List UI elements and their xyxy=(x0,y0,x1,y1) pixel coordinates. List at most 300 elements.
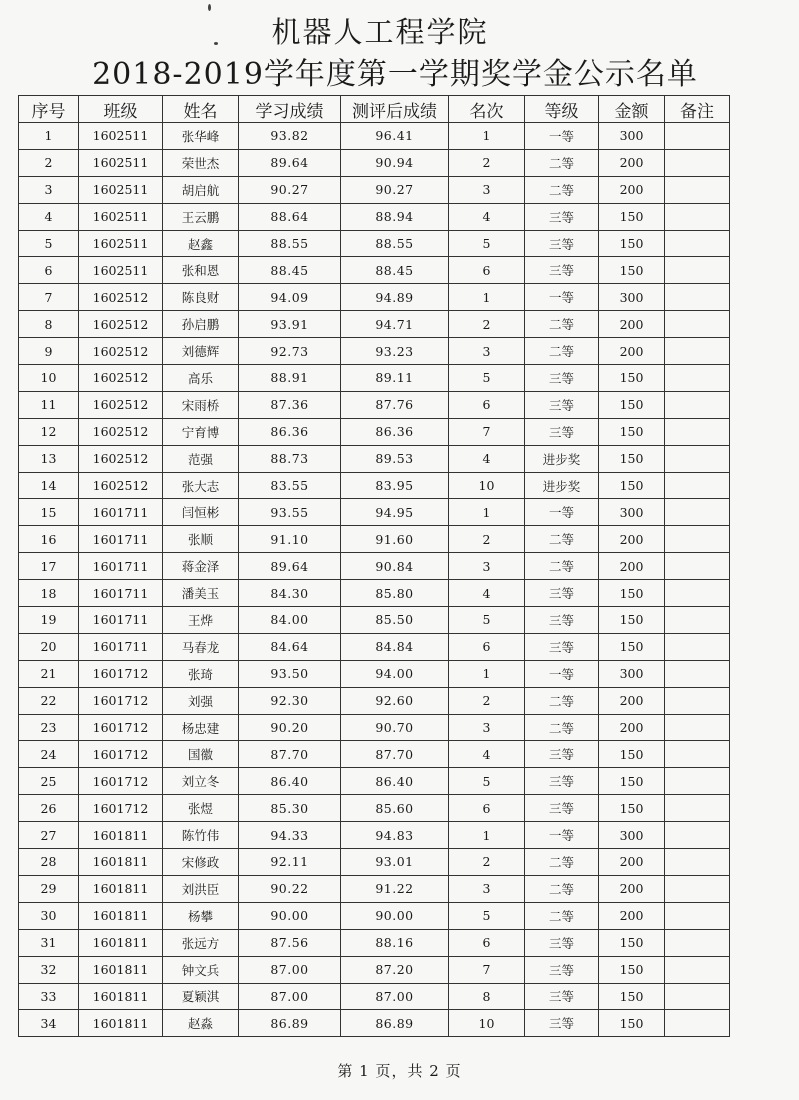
row-name: 宁育博 xyxy=(163,418,239,445)
row-amount: 200 xyxy=(599,311,665,338)
row-amount: 200 xyxy=(599,176,665,203)
row-level: 三等 xyxy=(525,1010,599,1037)
row-rank: 6 xyxy=(449,257,525,284)
table-row xyxy=(19,391,730,418)
row-amount: 150 xyxy=(599,391,665,418)
header-eval-score: 测评后成绩 xyxy=(341,96,449,123)
row-no: 19 xyxy=(19,607,79,634)
table-row xyxy=(19,338,730,365)
row-name: 杨攀 xyxy=(163,902,239,929)
row-name: 马春龙 xyxy=(163,633,239,660)
row-name: 宋修政 xyxy=(163,849,239,876)
row-amount: 200 xyxy=(599,902,665,929)
row-note xyxy=(665,203,730,230)
row-no: 13 xyxy=(19,445,79,472)
row-level: 进步奖 xyxy=(525,472,599,499)
row-score: 90.20 xyxy=(239,714,341,741)
row-eval-score: 93.23 xyxy=(341,338,449,365)
row-class: 1601811 xyxy=(79,1010,163,1037)
row-level: 三等 xyxy=(525,230,599,257)
row-score: 89.64 xyxy=(239,553,341,580)
row-rank: 5 xyxy=(449,607,525,634)
row-amount: 150 xyxy=(599,445,665,472)
row-no: 26 xyxy=(19,795,79,822)
row-amount: 150 xyxy=(599,365,665,392)
row-eval-score: 94.71 xyxy=(341,311,449,338)
row-amount: 150 xyxy=(599,633,665,660)
row-note xyxy=(665,284,730,311)
row-eval-score: 85.60 xyxy=(341,795,449,822)
row-eval-score: 96.41 xyxy=(341,123,449,150)
row-level: 一等 xyxy=(525,499,599,526)
table-row xyxy=(19,230,730,257)
row-level: 三等 xyxy=(525,203,599,230)
row-no: 17 xyxy=(19,553,79,580)
row-amount: 150 xyxy=(599,472,665,499)
row-score: 92.11 xyxy=(239,849,341,876)
row-score: 86.36 xyxy=(239,418,341,445)
row-rank: 1 xyxy=(449,123,525,150)
row-rank: 1 xyxy=(449,660,525,687)
row-class: 1602511 xyxy=(79,123,163,150)
row-no: 14 xyxy=(19,472,79,499)
row-rank: 2 xyxy=(449,687,525,714)
row-amount: 300 xyxy=(599,660,665,687)
table-row xyxy=(19,929,730,956)
row-note xyxy=(665,687,730,714)
row-note xyxy=(665,499,730,526)
row-class: 1602512 xyxy=(79,365,163,392)
row-score: 86.40 xyxy=(239,768,341,795)
row-amount: 200 xyxy=(599,875,665,902)
row-eval-score: 90.84 xyxy=(341,553,449,580)
row-level: 二等 xyxy=(525,338,599,365)
row-name: 赵鑫 xyxy=(163,230,239,257)
row-eval-score: 91.60 xyxy=(341,526,449,553)
row-score: 93.91 xyxy=(239,311,341,338)
header-row xyxy=(19,96,730,123)
row-note xyxy=(665,257,730,284)
table-row xyxy=(19,687,730,714)
row-name: 夏颖淇 xyxy=(163,983,239,1010)
row-score: 91.10 xyxy=(239,526,341,553)
row-class: 1602512 xyxy=(79,472,163,499)
row-score: 94.33 xyxy=(239,822,341,849)
row-level: 三等 xyxy=(525,391,599,418)
row-note xyxy=(665,902,730,929)
table-row xyxy=(19,580,730,607)
row-name: 孙启鹏 xyxy=(163,311,239,338)
row-eval-score: 88.94 xyxy=(341,203,449,230)
row-score: 88.91 xyxy=(239,365,341,392)
row-amount: 200 xyxy=(599,149,665,176)
row-rank: 4 xyxy=(449,203,525,230)
row-note xyxy=(665,526,730,553)
table-row xyxy=(19,257,730,284)
table-row xyxy=(19,149,730,176)
row-score: 93.82 xyxy=(239,123,341,150)
row-level: 三等 xyxy=(525,795,599,822)
row-eval-score: 88.55 xyxy=(341,230,449,257)
row-amount: 200 xyxy=(599,849,665,876)
row-note xyxy=(665,956,730,983)
table-row xyxy=(19,956,730,983)
row-score: 92.30 xyxy=(239,687,341,714)
row-rank: 2 xyxy=(449,849,525,876)
row-eval-score: 93.01 xyxy=(341,849,449,876)
row-score: 87.56 xyxy=(239,929,341,956)
row-name: 杨忠建 xyxy=(163,714,239,741)
row-level: 一等 xyxy=(525,123,599,150)
row-note xyxy=(665,553,730,580)
row-class: 1602511 xyxy=(79,149,163,176)
row-name: 张远方 xyxy=(163,929,239,956)
row-score: 88.73 xyxy=(239,445,341,472)
row-rank: 1 xyxy=(449,284,525,311)
scholarship-table xyxy=(18,95,730,1037)
scan-speck xyxy=(208,4,211,11)
row-level: 二等 xyxy=(525,553,599,580)
row-score: 88.55 xyxy=(239,230,341,257)
row-level: 三等 xyxy=(525,633,599,660)
row-score: 93.55 xyxy=(239,499,341,526)
table-row xyxy=(19,768,730,795)
header-rank: 名次 xyxy=(449,96,525,123)
row-eval-score: 87.76 xyxy=(341,391,449,418)
row-rank: 6 xyxy=(449,633,525,660)
row-level: 三等 xyxy=(525,768,599,795)
table-row xyxy=(19,176,730,203)
row-eval-score: 85.80 xyxy=(341,580,449,607)
table-row xyxy=(19,365,730,392)
row-name: 陈竹伟 xyxy=(163,822,239,849)
row-no: 16 xyxy=(19,526,79,553)
row-name: 蒋金泽 xyxy=(163,553,239,580)
row-class: 1602512 xyxy=(79,338,163,365)
row-level: 进步奖 xyxy=(525,445,599,472)
row-amount: 150 xyxy=(599,257,665,284)
row-score: 90.22 xyxy=(239,875,341,902)
row-name: 刘立冬 xyxy=(163,768,239,795)
row-class: 1602512 xyxy=(79,391,163,418)
row-class: 1601711 xyxy=(79,580,163,607)
row-rank: 3 xyxy=(449,714,525,741)
table-row xyxy=(19,633,730,660)
row-name: 张煜 xyxy=(163,795,239,822)
row-rank: 2 xyxy=(449,311,525,338)
row-note xyxy=(665,768,730,795)
row-no: 32 xyxy=(19,956,79,983)
page-footer: 第 1 页，共 2 页 xyxy=(337,1062,462,1080)
table-row xyxy=(19,902,730,929)
row-amount: 150 xyxy=(599,580,665,607)
row-level: 一等 xyxy=(525,822,599,849)
row-score: 88.45 xyxy=(239,257,341,284)
table-row xyxy=(19,553,730,580)
row-class: 1601811 xyxy=(79,875,163,902)
row-no: 31 xyxy=(19,929,79,956)
row-no: 11 xyxy=(19,391,79,418)
row-score: 86.89 xyxy=(239,1010,341,1037)
row-name: 张顺 xyxy=(163,526,239,553)
row-rank: 5 xyxy=(449,768,525,795)
row-note xyxy=(665,607,730,634)
row-note xyxy=(665,123,730,150)
row-score: 87.00 xyxy=(239,956,341,983)
header-note: 备注 xyxy=(665,96,730,123)
row-amount: 150 xyxy=(599,795,665,822)
row-no: 20 xyxy=(19,633,79,660)
row-rank: 8 xyxy=(449,983,525,1010)
row-class: 1601712 xyxy=(79,741,163,768)
row-name: 刘德辉 xyxy=(163,338,239,365)
row-no: 21 xyxy=(19,660,79,687)
row-eval-score: 87.00 xyxy=(341,983,449,1010)
row-eval-score: 88.45 xyxy=(341,257,449,284)
row-amount: 150 xyxy=(599,418,665,445)
row-rank: 3 xyxy=(449,875,525,902)
row-no: 10 xyxy=(19,365,79,392)
row-note xyxy=(665,580,730,607)
row-no: 15 xyxy=(19,499,79,526)
college-title: 机器人工程学院 xyxy=(271,15,489,49)
table-row xyxy=(19,741,730,768)
row-no: 9 xyxy=(19,338,79,365)
table-row xyxy=(19,714,730,741)
header-name: 姓名 xyxy=(163,96,239,123)
table-row xyxy=(19,660,730,687)
row-score: 92.73 xyxy=(239,338,341,365)
table-row xyxy=(19,203,730,230)
row-amount: 150 xyxy=(599,956,665,983)
row-score: 89.64 xyxy=(239,149,341,176)
row-amount: 300 xyxy=(599,284,665,311)
row-name: 宋雨桥 xyxy=(163,391,239,418)
table-row xyxy=(19,418,730,445)
row-class: 1601811 xyxy=(79,822,163,849)
row-amount: 300 xyxy=(599,123,665,150)
row-score: 93.50 xyxy=(239,660,341,687)
row-note xyxy=(665,230,730,257)
row-name: 陈良财 xyxy=(163,284,239,311)
row-name: 王烨 xyxy=(163,607,239,634)
row-level: 三等 xyxy=(525,956,599,983)
row-level: 二等 xyxy=(525,176,599,203)
row-name: 钟文兵 xyxy=(163,956,239,983)
row-eval-score: 90.94 xyxy=(341,149,449,176)
row-no: 23 xyxy=(19,714,79,741)
row-note xyxy=(665,311,730,338)
row-name: 张华峰 xyxy=(163,123,239,150)
row-amount: 150 xyxy=(599,1010,665,1037)
row-eval-score: 94.00 xyxy=(341,660,449,687)
row-note xyxy=(665,338,730,365)
row-amount: 200 xyxy=(599,687,665,714)
row-rank: 4 xyxy=(449,445,525,472)
row-amount: 150 xyxy=(599,741,665,768)
row-name: 国徽 xyxy=(163,741,239,768)
row-note xyxy=(665,149,730,176)
row-score: 85.30 xyxy=(239,795,341,822)
row-class: 1602511 xyxy=(79,176,163,203)
row-level: 二等 xyxy=(525,149,599,176)
row-note xyxy=(665,445,730,472)
row-no: 25 xyxy=(19,768,79,795)
row-class: 1602511 xyxy=(79,257,163,284)
row-name: 张琦 xyxy=(163,660,239,687)
row-amount: 150 xyxy=(599,203,665,230)
row-class: 1601712 xyxy=(79,795,163,822)
row-no: 28 xyxy=(19,849,79,876)
row-score: 90.00 xyxy=(239,902,341,929)
row-class: 1601712 xyxy=(79,687,163,714)
row-rank: 1 xyxy=(449,499,525,526)
row-level: 一等 xyxy=(525,284,599,311)
row-rank: 10 xyxy=(449,1010,525,1037)
row-amount: 150 xyxy=(599,929,665,956)
row-no: 4 xyxy=(19,203,79,230)
row-note xyxy=(665,418,730,445)
row-level: 三等 xyxy=(525,607,599,634)
row-eval-score: 84.84 xyxy=(341,633,449,660)
row-eval-score: 85.50 xyxy=(341,607,449,634)
row-name: 刘洪臣 xyxy=(163,875,239,902)
row-level: 三等 xyxy=(525,580,599,607)
row-no: 5 xyxy=(19,230,79,257)
row-class: 1601811 xyxy=(79,983,163,1010)
row-class: 1602511 xyxy=(79,203,163,230)
row-rank: 3 xyxy=(449,553,525,580)
row-class: 1601811 xyxy=(79,956,163,983)
table-row xyxy=(19,983,730,1010)
row-eval-score: 89.53 xyxy=(341,445,449,472)
table-row xyxy=(19,822,730,849)
row-amount: 150 xyxy=(599,230,665,257)
row-eval-score: 90.00 xyxy=(341,902,449,929)
row-note xyxy=(665,875,730,902)
list-title: 2018-2019学年度第一学期奖学金公示名单 xyxy=(92,57,698,92)
row-score: 88.64 xyxy=(239,203,341,230)
row-level: 二等 xyxy=(525,714,599,741)
row-rank: 4 xyxy=(449,580,525,607)
table-row xyxy=(19,311,730,338)
row-score: 84.30 xyxy=(239,580,341,607)
row-amount: 300 xyxy=(599,822,665,849)
row-level: 二等 xyxy=(525,902,599,929)
row-class: 1601711 xyxy=(79,633,163,660)
row-name: 张大志 xyxy=(163,472,239,499)
row-rank: 1 xyxy=(449,822,525,849)
row-note xyxy=(665,822,730,849)
row-note xyxy=(665,633,730,660)
row-class: 1602512 xyxy=(79,284,163,311)
row-class: 1601712 xyxy=(79,714,163,741)
table-row xyxy=(19,1010,730,1037)
row-no: 29 xyxy=(19,875,79,902)
row-level: 三等 xyxy=(525,983,599,1010)
table-row xyxy=(19,875,730,902)
row-name: 张和恩 xyxy=(163,257,239,284)
row-rank: 5 xyxy=(449,902,525,929)
row-name: 刘强 xyxy=(163,687,239,714)
table-row xyxy=(19,445,730,472)
row-rank: 6 xyxy=(449,391,525,418)
row-name: 闫恒彬 xyxy=(163,499,239,526)
row-name: 王云鹏 xyxy=(163,203,239,230)
row-note xyxy=(665,983,730,1010)
row-name: 范强 xyxy=(163,445,239,472)
header-class: 班级 xyxy=(79,96,163,123)
row-class: 1601712 xyxy=(79,660,163,687)
row-class: 1602512 xyxy=(79,311,163,338)
row-no: 24 xyxy=(19,741,79,768)
row-rank: 5 xyxy=(449,365,525,392)
row-amount: 300 xyxy=(599,499,665,526)
row-level: 三等 xyxy=(525,418,599,445)
row-note xyxy=(665,1010,730,1037)
table-row xyxy=(19,123,730,150)
row-no: 33 xyxy=(19,983,79,1010)
table-row xyxy=(19,607,730,634)
row-class: 1601711 xyxy=(79,553,163,580)
row-amount: 200 xyxy=(599,338,665,365)
header-no: 序号 xyxy=(19,96,79,123)
table-body xyxy=(19,123,730,1037)
row-rank: 6 xyxy=(449,929,525,956)
row-eval-score: 86.36 xyxy=(341,418,449,445)
row-name: 胡启航 xyxy=(163,176,239,203)
row-score: 90.27 xyxy=(239,176,341,203)
row-rank: 10 xyxy=(449,472,525,499)
row-eval-score: 91.22 xyxy=(341,875,449,902)
row-note xyxy=(665,929,730,956)
row-class: 1602511 xyxy=(79,230,163,257)
row-amount: 200 xyxy=(599,553,665,580)
row-rank: 2 xyxy=(449,149,525,176)
row-no: 8 xyxy=(19,311,79,338)
header-score: 学习成绩 xyxy=(239,96,341,123)
row-score: 83.55 xyxy=(239,472,341,499)
row-eval-score: 87.20 xyxy=(341,956,449,983)
row-note xyxy=(665,849,730,876)
row-note xyxy=(665,714,730,741)
row-level: 二等 xyxy=(525,311,599,338)
row-no: 6 xyxy=(19,257,79,284)
row-eval-score: 94.83 xyxy=(341,822,449,849)
row-class: 1601712 xyxy=(79,768,163,795)
row-rank: 5 xyxy=(449,230,525,257)
row-score: 94.09 xyxy=(239,284,341,311)
row-amount: 150 xyxy=(599,607,665,634)
table-row xyxy=(19,849,730,876)
row-no: 18 xyxy=(19,580,79,607)
row-score: 87.00 xyxy=(239,983,341,1010)
row-no: 1 xyxy=(19,123,79,150)
row-score: 84.64 xyxy=(239,633,341,660)
row-level: 三等 xyxy=(525,741,599,768)
row-rank: 7 xyxy=(449,956,525,983)
row-note xyxy=(665,391,730,418)
row-score: 87.70 xyxy=(239,741,341,768)
row-amount: 150 xyxy=(599,983,665,1010)
row-amount: 200 xyxy=(599,526,665,553)
row-name: 荣世杰 xyxy=(163,149,239,176)
row-rank: 7 xyxy=(449,418,525,445)
row-class: 1601711 xyxy=(79,607,163,634)
row-name: 赵淼 xyxy=(163,1010,239,1037)
row-no: 2 xyxy=(19,149,79,176)
row-rank: 2 xyxy=(449,526,525,553)
